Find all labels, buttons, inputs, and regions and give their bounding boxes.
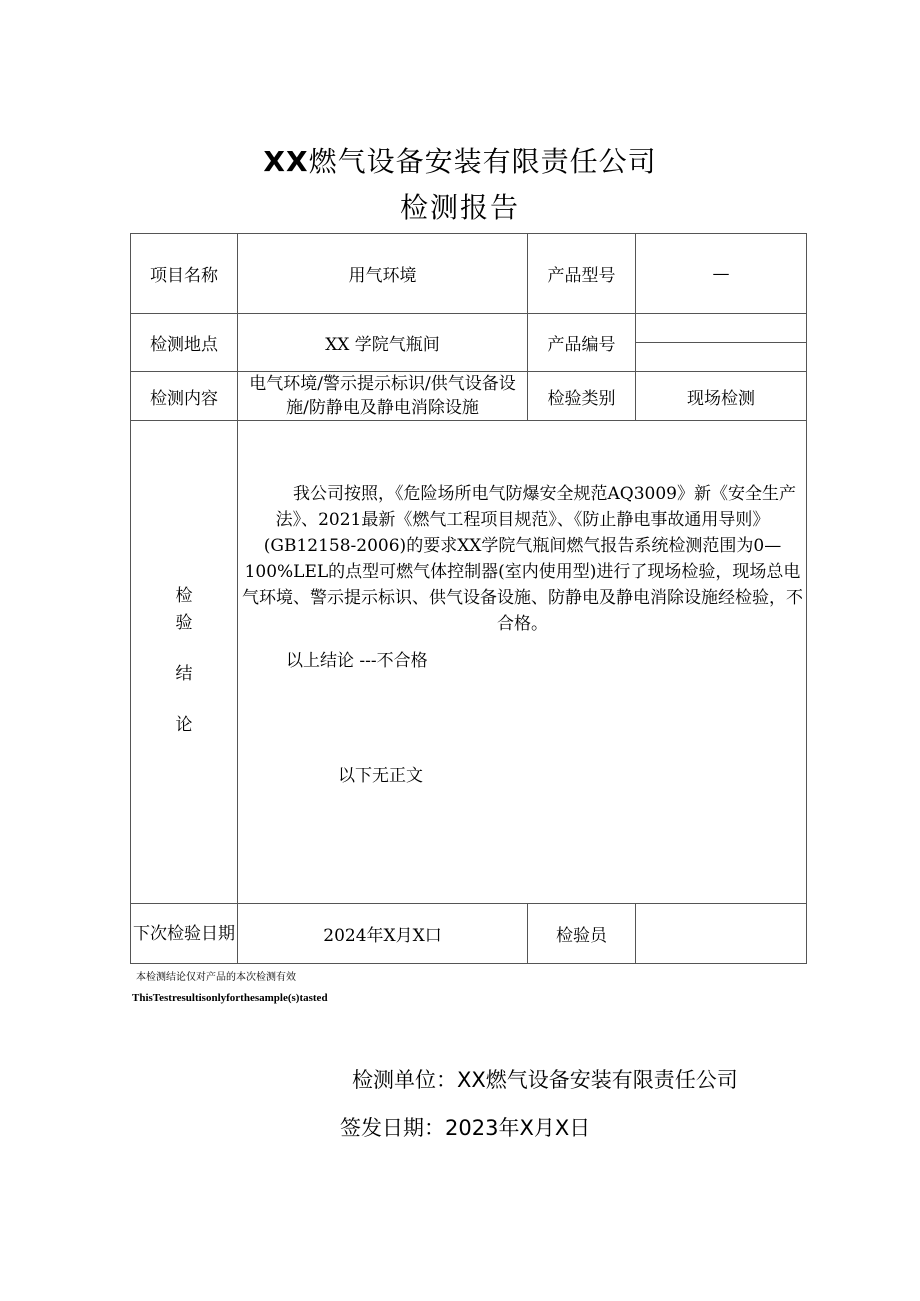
inspection-unit: 检测单位：XX燃气设备安装有限责任公司 — [352, 1068, 738, 1092]
conclusion-label-char: 论 — [175, 715, 193, 735]
no-more-text: 以下无正文 — [338, 766, 423, 786]
company-prefix: XX — [263, 145, 309, 178]
project-name-value: 用气环境 — [238, 234, 528, 314]
conclusion-label-char: 验 — [175, 613, 193, 633]
product-model-label: 产品型号 — [528, 234, 636, 314]
company-name: 燃气设备安装有限责任公司 — [308, 145, 657, 178]
conclusion-paragraph: 我公司按照，《危险场所电气防爆安全规范AQ3009》新《安全生产法》、2021最新《燃气工程项目规范》、《防止静电事故通用导则》(GB12158-2006)的要求XX学院气瓶间燃气报告系统检测范围为0—100%LEL的点型可燃气体控制器(室内使用型)进行了现场检验，现场总电气环境、警示提示标识、供气设备设施、防静电及静电消除设施经检验，不合格。 — [242, 484, 803, 634]
note-en: ThisTestresultisonlyforthesample(s)tasted — [132, 992, 328, 1004]
content-label: 检测内容 — [131, 372, 238, 421]
next-date-label: 下次检验日期 — [131, 904, 238, 964]
inspection-type-label: 检验类别 — [528, 372, 636, 421]
project-name-label: 项目名称 — [131, 234, 238, 314]
conclusion-label-char: 检 — [175, 586, 193, 606]
issue-date: 签发日期：2023年X月X日 — [340, 1116, 591, 1140]
inspector-value — [636, 904, 807, 964]
conclusion-label — [131, 421, 238, 904]
conclusion-cell — [238, 421, 807, 904]
report-title: 检测报告 — [399, 191, 520, 224]
inspection-type-value: 现场检测 — [636, 372, 807, 421]
conclusion-result: 以上结论 ---不合格 — [286, 651, 428, 671]
note-cn: 本检测结论仅对产品的本次检测有效 — [136, 972, 296, 983]
location-label: 检测地点 — [131, 314, 238, 372]
report-table — [130, 233, 807, 964]
next-date-value: 2024年X月X口 — [238, 904, 528, 964]
company-title — [0, 140, 920, 180]
product-number-value — [636, 314, 807, 372]
content-value: 电气环境/警示提示标识/供气设备设施/防静电及静电消除设施 — [238, 372, 528, 421]
conclusion-label-char: 结 — [175, 664, 193, 684]
inspector-label: 检验员 — [528, 904, 636, 964]
product-model-value: — — [636, 234, 807, 314]
product-number-label: 产品编号 — [528, 314, 636, 372]
location-value: XX 学院气瓶间 — [238, 314, 528, 372]
